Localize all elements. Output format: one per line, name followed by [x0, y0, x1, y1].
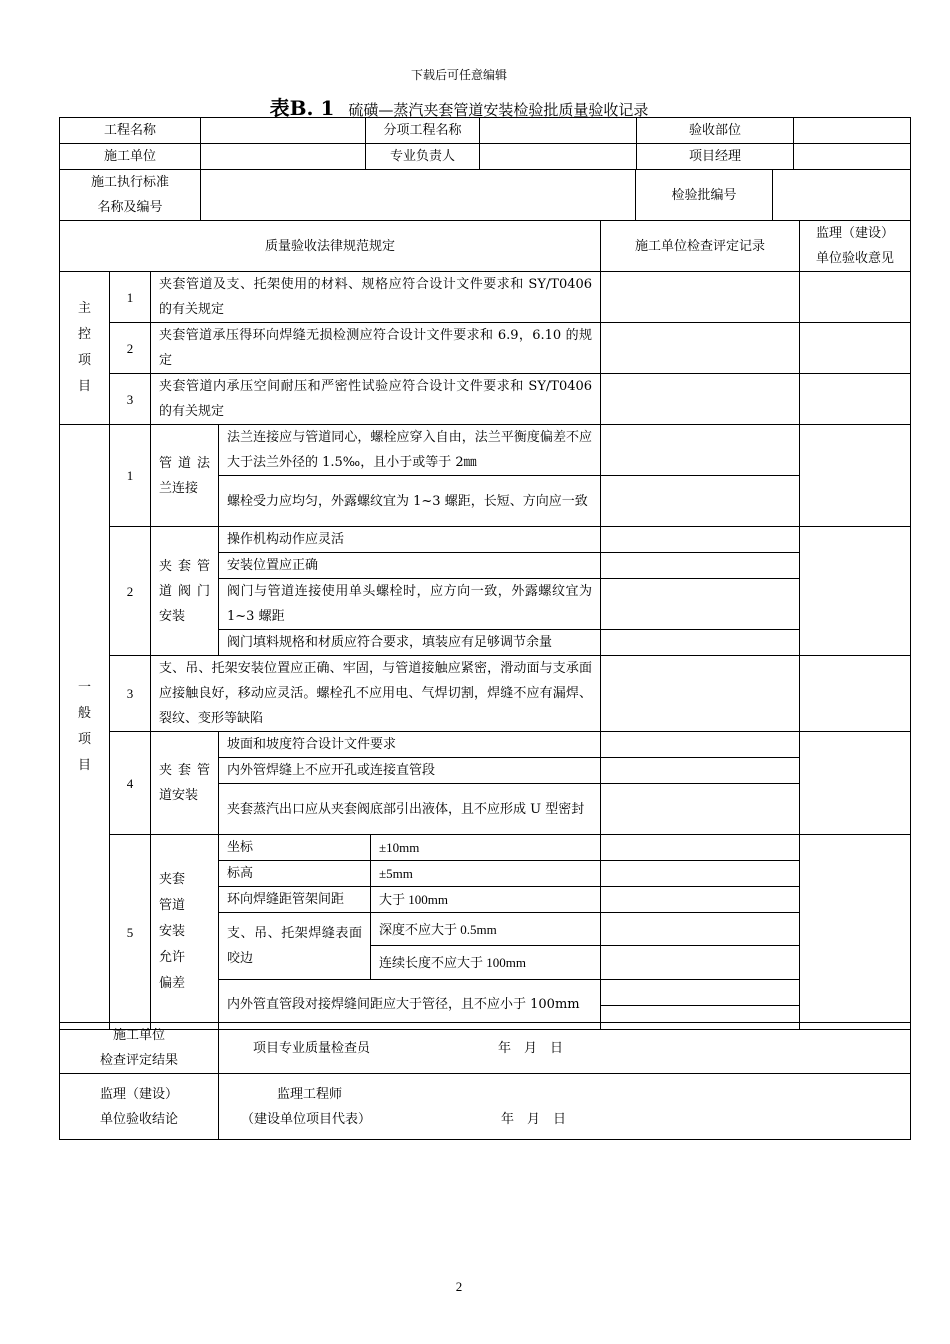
- general-item-opinion[interactable]: [800, 732, 911, 835]
- main-item-text: 夹套管道及支、托架使用的材料、规格应符合设计文件要求和 SY/T0406 的有关规定: [151, 272, 601, 323]
- deviation-value: 深度不应大于 0.5mm: [371, 913, 601, 946]
- table-number: 表B. 1: [269, 96, 335, 120]
- general-item-sub: 阀门与管道连接使用单头螺栓时，应方向一致，外露螺纹宜为 1~3 螺距: [219, 579, 601, 630]
- header-supervisor-opinion: 监理（建设） 单位验收意见: [800, 221, 911, 272]
- label-batch-no: 检验批编号: [636, 170, 773, 221]
- general-item-category: 管道法兰连接: [151, 425, 219, 527]
- deviation-value: 大于 100mm: [371, 887, 601, 913]
- items-table: [59, 220, 911, 1030]
- general-item-check[interactable]: [601, 887, 800, 913]
- general-item-sub: 安装位置应正确: [219, 553, 601, 579]
- deviation-name: 支、吊、托架焊缝表面咬边: [219, 913, 371, 980]
- general-item-check[interactable]: [601, 758, 800, 784]
- general-item-check[interactable]: [601, 784, 800, 835]
- general-item-category: 夹套管道阀门安装: [151, 527, 219, 656]
- general-item-sub: 法兰连接应与管道同心，螺栓应穿入自由，法兰平衡度偏差不应大于法兰外径的 1.5‰，且小于或等于 2㎜: [219, 425, 601, 476]
- deviation-name: 坐标: [219, 835, 371, 861]
- main-item-text: 夹套管道内承压空间耐压和严密性试验应符合设计文件要求和 SY/T0406 的有关规定: [151, 374, 601, 425]
- general-item-check[interactable]: [601, 861, 800, 887]
- general-item-no: 5: [110, 835, 151, 1030]
- general-item-check[interactable]: [601, 732, 800, 758]
- deviation-value: 连续长度不应大于 100mm: [371, 946, 601, 980]
- header-contractor-check: 施工单位检查评定记录: [601, 221, 800, 272]
- field-project-manager[interactable]: [794, 144, 911, 170]
- general-item-no: 4: [110, 732, 151, 835]
- field-construction-unit[interactable]: [201, 144, 366, 170]
- main-item-text: 夹套管道承压得环向焊缝无损检测应符合设计文件要求和 6.9，6.10 的规定: [151, 323, 601, 374]
- general-item-no: 1: [110, 425, 151, 527]
- info-table: [59, 117, 911, 170]
- general-item-check[interactable]: [601, 527, 800, 553]
- table-name: 硫磺—蒸汽夹套管道安装检验批质量验收记录: [348, 101, 649, 119]
- general-item-check[interactable]: [601, 553, 800, 579]
- label-supervisor-conclusion: 监理（建设） 单位验收结论: [60, 1074, 219, 1140]
- general-item-category: 夹套 管道 安装 允许 偏差: [151, 835, 219, 1030]
- header-note: 下载后可任意编辑: [410, 68, 507, 82]
- field-specialty-lead[interactable]: [480, 144, 637, 170]
- main-item-no: 3: [110, 374, 151, 425]
- engineer-label: 监理工程师: [277, 1086, 343, 1102]
- general-item-check[interactable]: [601, 476, 800, 527]
- general-item-check[interactable]: [601, 913, 800, 946]
- header-spec: 质量验收法律规范规定: [60, 221, 601, 272]
- deviation-name: 标高: [219, 861, 371, 887]
- main-item-check[interactable]: [601, 323, 800, 374]
- deviation-value: ±5mm: [371, 861, 601, 887]
- inspector-label: 项目专业质量检查员: [253, 1040, 371, 1056]
- general-item-no: 3: [110, 656, 151, 732]
- general-item-opinion[interactable]: [800, 527, 911, 656]
- date-field: 年 月 日: [498, 1040, 564, 1056]
- contractor-result-field[interactable]: [219, 1023, 911, 1074]
- label-acceptance-part: 验收部位: [637, 118, 794, 144]
- standard-table: [59, 169, 911, 221]
- deviation-value: ±10mm: [371, 835, 601, 861]
- field-batch-no[interactable]: [773, 170, 911, 221]
- general-item-sub: 螺栓受力应均匀，外露螺纹宜为 1~3 螺距，长短、方向应一致: [219, 476, 601, 527]
- main-item-check[interactable]: [601, 374, 800, 425]
- general-item-category: 夹套管道安装: [151, 732, 219, 835]
- field-standard[interactable]: [201, 170, 636, 221]
- label-project-manager: 项目经理: [637, 144, 794, 170]
- deviation-last: 内外管直管段对接焊缝间距应大于管径，且不应小于 100mm: [219, 980, 601, 1030]
- label-sub-project: 分项工程名称: [366, 118, 480, 144]
- general-item-check[interactable]: [601, 656, 800, 732]
- field-sub-project[interactable]: [480, 118, 637, 144]
- supervisor-conclusion-field[interactable]: [219, 1074, 911, 1140]
- label-contractor-result: 施工单位 检查评定结果: [60, 1023, 219, 1074]
- main-item-no: 1: [110, 272, 151, 323]
- label-construction-unit: 施工单位: [60, 144, 201, 170]
- deviation-name: 环向焊缝距管架间距: [219, 887, 371, 913]
- main-item-opinion[interactable]: [800, 323, 911, 374]
- label-specialty-lead: 专业负责人: [366, 144, 480, 170]
- main-item-opinion[interactable]: [800, 272, 911, 323]
- field-project-name[interactable]: [201, 118, 366, 144]
- general-item-opinion[interactable]: [800, 835, 911, 1030]
- general-item-opinion[interactable]: [800, 656, 911, 732]
- page-number: 2: [455, 1279, 463, 1294]
- general-item-no: 2: [110, 527, 151, 656]
- field-acceptance-part[interactable]: [794, 118, 911, 144]
- main-item-no: 2: [110, 323, 151, 374]
- general-item-sub: 坡面和坡度符合设计文件要求: [219, 732, 601, 758]
- general-item-sub: 内外管焊缝上不应开孔或连接直管段: [219, 758, 601, 784]
- main-item-check[interactable]: [601, 272, 800, 323]
- general-items-label: 一 般 项 目: [60, 425, 110, 1030]
- general-item-check[interactable]: [601, 630, 800, 656]
- general-item-check[interactable]: [601, 946, 800, 980]
- main-item-opinion[interactable]: [800, 374, 911, 425]
- general-item-check[interactable]: [601, 425, 800, 476]
- owner-rep-label: （建设单位项目代表）: [241, 1111, 372, 1127]
- main-items-label: 主 控 项 目: [60, 272, 110, 425]
- general-item-sub: 操作机构动作应灵活: [219, 527, 601, 553]
- general-item-text: 支、吊、托架安装位置应正确、牢固，与管道接触应紧密，滑动面与支承面应接触良好，移动应灵活。螺栓孔不应用电、气焊切割，焊缝不应有漏焊、裂纹、变形等缺陷: [151, 656, 601, 732]
- general-item-check[interactable]: [601, 835, 800, 861]
- label-project-name: 工程名称: [60, 118, 201, 144]
- general-item-check[interactable]: [601, 579, 800, 630]
- date-field: 年 月 日: [501, 1111, 567, 1127]
- general-item-sub: 阀门填料规格和材质应符合要求，填装应有足够调节余量: [219, 630, 601, 656]
- general-item-opinion[interactable]: [800, 425, 911, 527]
- label-standard: 施工执行标准 名称及编号: [60, 170, 201, 221]
- general-item-sub: 夹套蒸汽出口应从夹套阀底部引出液体，且不应形成 U 型密封: [219, 784, 601, 835]
- footer-table: [59, 1022, 911, 1140]
